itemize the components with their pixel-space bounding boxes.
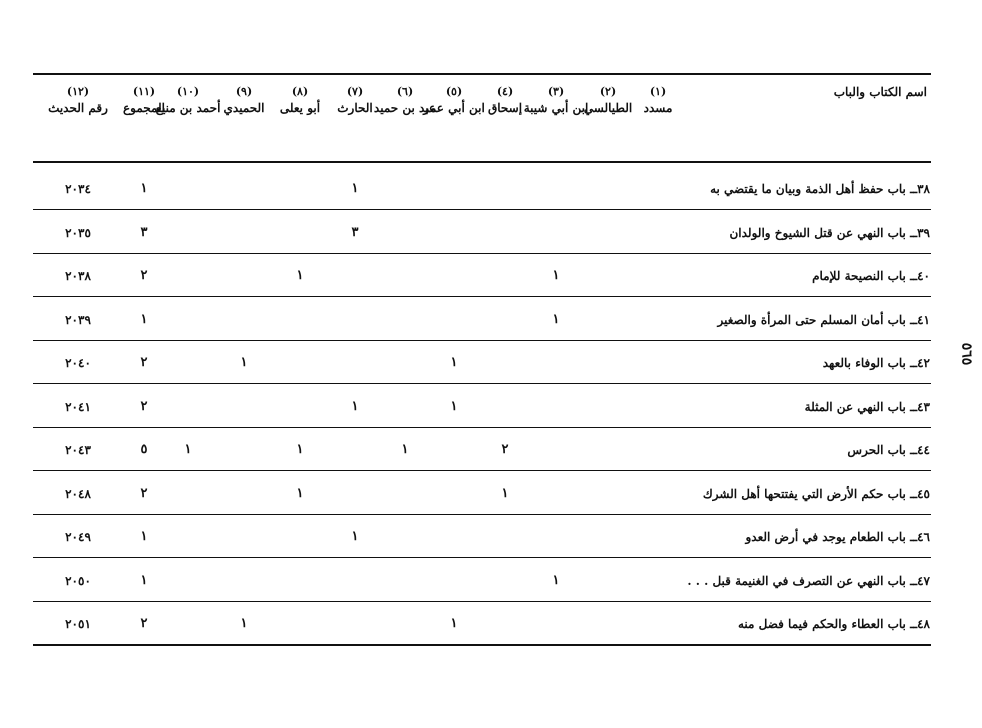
row-title: ٤٠ــ باب النصيحة للإمام xyxy=(812,269,930,283)
column-number: (٦) xyxy=(396,85,414,98)
row-title: ٤٥ــ باب حكم الأرض التي يفتتحها أهل الشرك xyxy=(702,487,930,501)
column-label: ابن أبي شيبة xyxy=(523,101,589,115)
hadith-number: ٢٠٣٤ xyxy=(65,182,91,196)
count-cell: ١ xyxy=(450,399,458,414)
row-divider xyxy=(33,383,931,384)
column-number: (٨) xyxy=(291,85,309,98)
total-cell: ٢ xyxy=(140,486,148,501)
count-cell: ٢ xyxy=(501,442,509,457)
row-title: ٤٦ــ باب الطعام يوجد في أرض العدو xyxy=(745,530,930,544)
table-row xyxy=(0,385,982,429)
row-title: ٤٣ــ باب النهي عن المثلة xyxy=(804,400,930,414)
column-number: (١) xyxy=(649,85,667,98)
hadith-number: ٢٠٥٠ xyxy=(65,574,91,588)
column-label: أبو يعلى xyxy=(279,101,321,115)
hadith-number: ٢٠٥١ xyxy=(65,617,91,631)
table-row xyxy=(0,515,982,559)
total-cell: ١ xyxy=(140,312,148,327)
column-number: (٧) xyxy=(346,85,364,98)
total-cell: ٣ xyxy=(140,225,148,240)
count-cell: ١ xyxy=(401,442,409,457)
hadith-number: ٢٠٤٣ xyxy=(65,443,91,457)
table-row xyxy=(0,211,982,255)
table-bottom-rule xyxy=(33,644,931,646)
total-cell: ١ xyxy=(140,529,148,544)
total-cell: ١ xyxy=(140,181,148,196)
column-number: (١٢) xyxy=(66,85,90,98)
hadith-number: ٢٠٤٠ xyxy=(65,356,91,370)
table-row xyxy=(0,472,982,516)
column-label: مسدد xyxy=(643,101,673,115)
row-title: ٣٨ــ باب حفظ أهل الذمة وبيان ما يقتضي به xyxy=(710,182,930,196)
table-row xyxy=(0,559,982,603)
row-title: ٤٨ــ باب العطاء والحكم فيما فضل منه xyxy=(737,617,930,631)
column-number: (٢) xyxy=(599,85,617,98)
row-title: ٣٩ــ باب النهي عن قتل الشيوخ والولدان xyxy=(729,226,930,240)
table-row xyxy=(0,298,982,342)
count-cell: ١ xyxy=(501,486,509,501)
column-label: الحميدي xyxy=(223,101,265,115)
hadith-number: ٢٠٤٨ xyxy=(65,487,91,501)
table-row xyxy=(0,341,982,385)
count-cell: ١ xyxy=(351,399,359,414)
count-cell: ١ xyxy=(552,312,560,327)
column-number: (١١) xyxy=(132,85,156,98)
column-label: عبد بن حميد xyxy=(373,101,437,115)
column-number: (٣) xyxy=(547,85,565,98)
table-row xyxy=(0,428,982,472)
table-row xyxy=(0,254,982,298)
row-title: ٤٧ــ باب النهي عن التصرف في الغنيمة قبل . . . xyxy=(687,574,930,588)
column-label: إسحاق xyxy=(487,101,523,115)
header-title xyxy=(834,84,927,100)
column-label: الحارث xyxy=(337,101,373,115)
page-number: ٥٦٥ xyxy=(958,342,975,366)
hadith-number: ٢٠٤٩ xyxy=(65,530,91,544)
count-cell: ١ xyxy=(184,442,192,457)
table-top-rule xyxy=(33,73,931,75)
count-cell: ١ xyxy=(240,616,248,631)
total-cell: ٢ xyxy=(140,268,148,283)
count-cell: ١ xyxy=(351,529,359,544)
table-row xyxy=(0,602,982,646)
count-cell: ١ xyxy=(450,355,458,370)
row-title: ٤٢ــ باب الوفاء بالعهد xyxy=(822,356,930,370)
count-cell: ١ xyxy=(296,442,304,457)
column-label: رقم الحديث xyxy=(48,101,108,115)
column-label: المجموع xyxy=(123,101,165,115)
total-cell: ٢ xyxy=(140,399,148,414)
table-header-rule xyxy=(33,161,931,163)
count-cell: ٣ xyxy=(351,225,359,240)
total-cell: ٥ xyxy=(140,442,148,457)
row-divider xyxy=(33,470,931,471)
table-row xyxy=(0,167,982,211)
count-cell: ١ xyxy=(240,355,248,370)
total-cell: ٢ xyxy=(140,355,148,370)
total-cell: ١ xyxy=(140,573,148,588)
column-number: (٩) xyxy=(235,85,253,98)
total-cell: ٢ xyxy=(140,616,148,631)
column-number: (١٠) xyxy=(176,85,200,98)
count-cell: ١ xyxy=(450,616,458,631)
row-title: ٤٤ــ باب الحرس xyxy=(847,443,930,457)
column-number: (٤) xyxy=(496,85,514,98)
column-label: أحمد بن منيع xyxy=(155,101,221,115)
count-cell: ١ xyxy=(552,573,560,588)
hadith-number: ٢٠٤١ xyxy=(65,400,91,414)
header-title-label: اسم الكتاب والباب xyxy=(833,85,927,99)
column-label: الطيالسي xyxy=(583,101,633,115)
count-cell: ١ xyxy=(296,486,304,501)
row-divider xyxy=(33,209,931,210)
column-header xyxy=(38,84,118,116)
count-cell: ١ xyxy=(552,268,560,283)
row-divider xyxy=(33,296,931,297)
hadith-number: ٢٠٣٩ xyxy=(65,313,91,327)
hadith-number: ٢٠٣٨ xyxy=(65,269,91,283)
column-number: (٥) xyxy=(445,85,463,98)
column-label: ابن أبي عمر xyxy=(423,101,485,115)
count-cell: ١ xyxy=(296,268,304,283)
row-divider xyxy=(33,557,931,558)
count-cell: ١ xyxy=(351,181,359,196)
hadith-number: ٢٠٣٥ xyxy=(65,226,91,240)
row-title: ٤١ــ باب أمان المسلم حتى المرأة والصغير xyxy=(717,313,930,327)
